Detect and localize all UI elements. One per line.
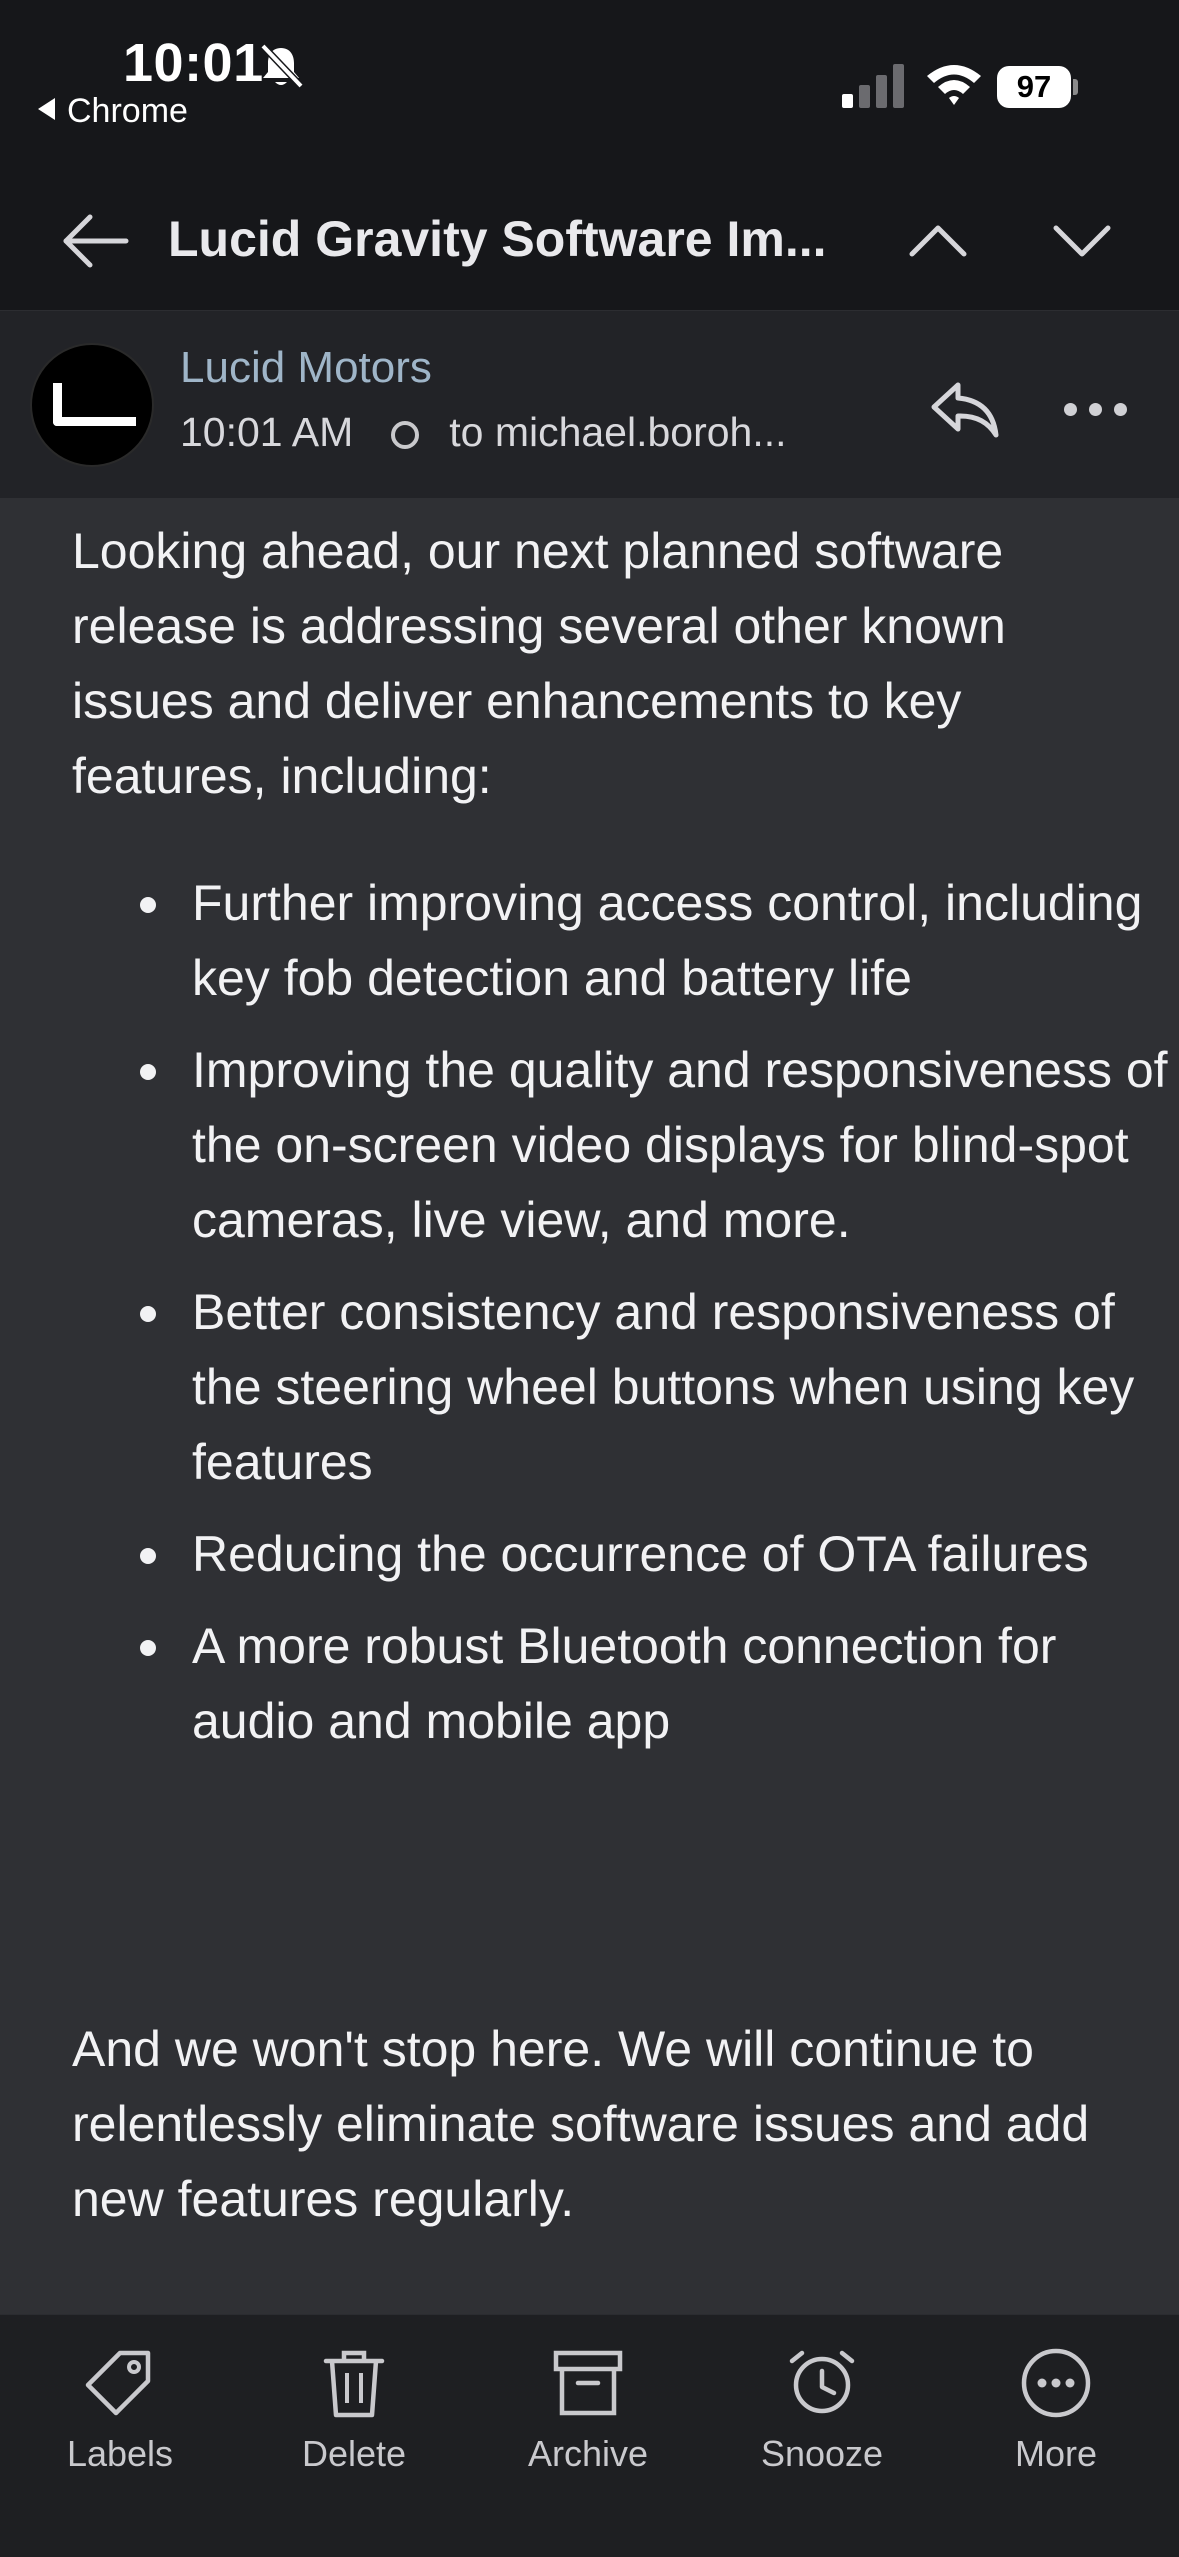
list-item: Improving the quality and responsiveness of the on-screen video displays for blind-spot cameras, live view, and more.	[72, 1033, 1179, 1258]
bullet-icon	[140, 1064, 156, 1080]
list-item: Further improving access control, including key fob detection and battery life	[72, 866, 1179, 1016]
silent-bell-icon	[255, 40, 307, 92]
delete-button[interactable]	[254, 2345, 454, 2475]
archive-label: Archive	[527, 2433, 649, 2474]
archive-box-icon	[550, 2345, 626, 2421]
back-triangle-icon	[38, 98, 55, 120]
back-arrow-icon[interactable]	[60, 213, 130, 269]
previous-email-chevron-up-icon[interactable]	[908, 220, 968, 260]
labels-button[interactable]	[20, 2345, 220, 2475]
more-circle-icon	[1018, 2345, 1094, 2421]
more-label: More	[1014, 2433, 1098, 2474]
more-button[interactable]	[956, 2345, 1156, 2475]
battery-level: 97	[997, 66, 1071, 108]
snooze-label: Snooze	[760, 2433, 884, 2474]
archive-button[interactable]	[488, 2345, 688, 2475]
wifi-icon	[925, 60, 983, 108]
alarm-clock-icon	[784, 2345, 860, 2421]
bottom-toolbar	[0, 2314, 1179, 2557]
trash-icon	[316, 2345, 392, 2421]
email-body	[0, 498, 1179, 2314]
email-header-bar	[0, 170, 1179, 310]
back-to-app-link[interactable]	[38, 92, 188, 131]
next-email-chevron-down-icon[interactable]	[1052, 220, 1112, 260]
sender-name[interactable]: Lucid Motors	[180, 343, 432, 392]
more-options-icon[interactable]	[1064, 403, 1128, 417]
bullet-icon	[140, 1640, 156, 1656]
status-time: 10:01	[123, 33, 264, 93]
closing-paragraph: And we won't stop here. We will continue to relentlessly eliminate software issues and add new features regularly.	[72, 2021, 1090, 2227]
labels-label: Labels	[66, 2433, 174, 2474]
sender-meta[interactable]	[180, 409, 787, 456]
battery-indicator	[997, 66, 1077, 108]
bullet-icon	[140, 1548, 156, 1564]
cellular-signal-icon	[842, 64, 906, 108]
email-time: 10:01 AM	[180, 409, 354, 455]
tag-icon	[82, 2345, 158, 2421]
list-item: A more robust Bluetooth connection for audio and mobile app	[72, 1609, 1179, 1759]
sender-info-bar	[0, 310, 1179, 499]
bullet-icon	[140, 897, 156, 913]
status-bar	[0, 0, 1179, 170]
list-item: Better consistency and responsiveness of the steering wheel buttons when using key features	[72, 1275, 1179, 1500]
delete-label: Delete	[301, 2433, 407, 2474]
reply-icon[interactable]	[930, 379, 1000, 439]
email-recipient: to michael.boroh...	[449, 409, 787, 455]
back-app-label: Chrome	[67, 92, 188, 130]
list-item: Reducing the occurrence of OTA failures	[72, 1517, 1179, 1592]
bullet-icon	[140, 1306, 156, 1322]
read-status-circle-icon	[391, 421, 419, 449]
sender-avatar[interactable]	[30, 343, 154, 467]
snooze-button[interactable]	[722, 2345, 922, 2475]
intro-paragraph: Looking ahead, our next planned software release is addressing several other known issues and deliver enhancements to key features, including:	[72, 523, 1006, 804]
email-subject-title: Lucid Gravity Software Im...	[168, 211, 827, 267]
improvements-list	[72, 866, 1168, 1776]
lucid-logo-icon	[53, 383, 136, 426]
